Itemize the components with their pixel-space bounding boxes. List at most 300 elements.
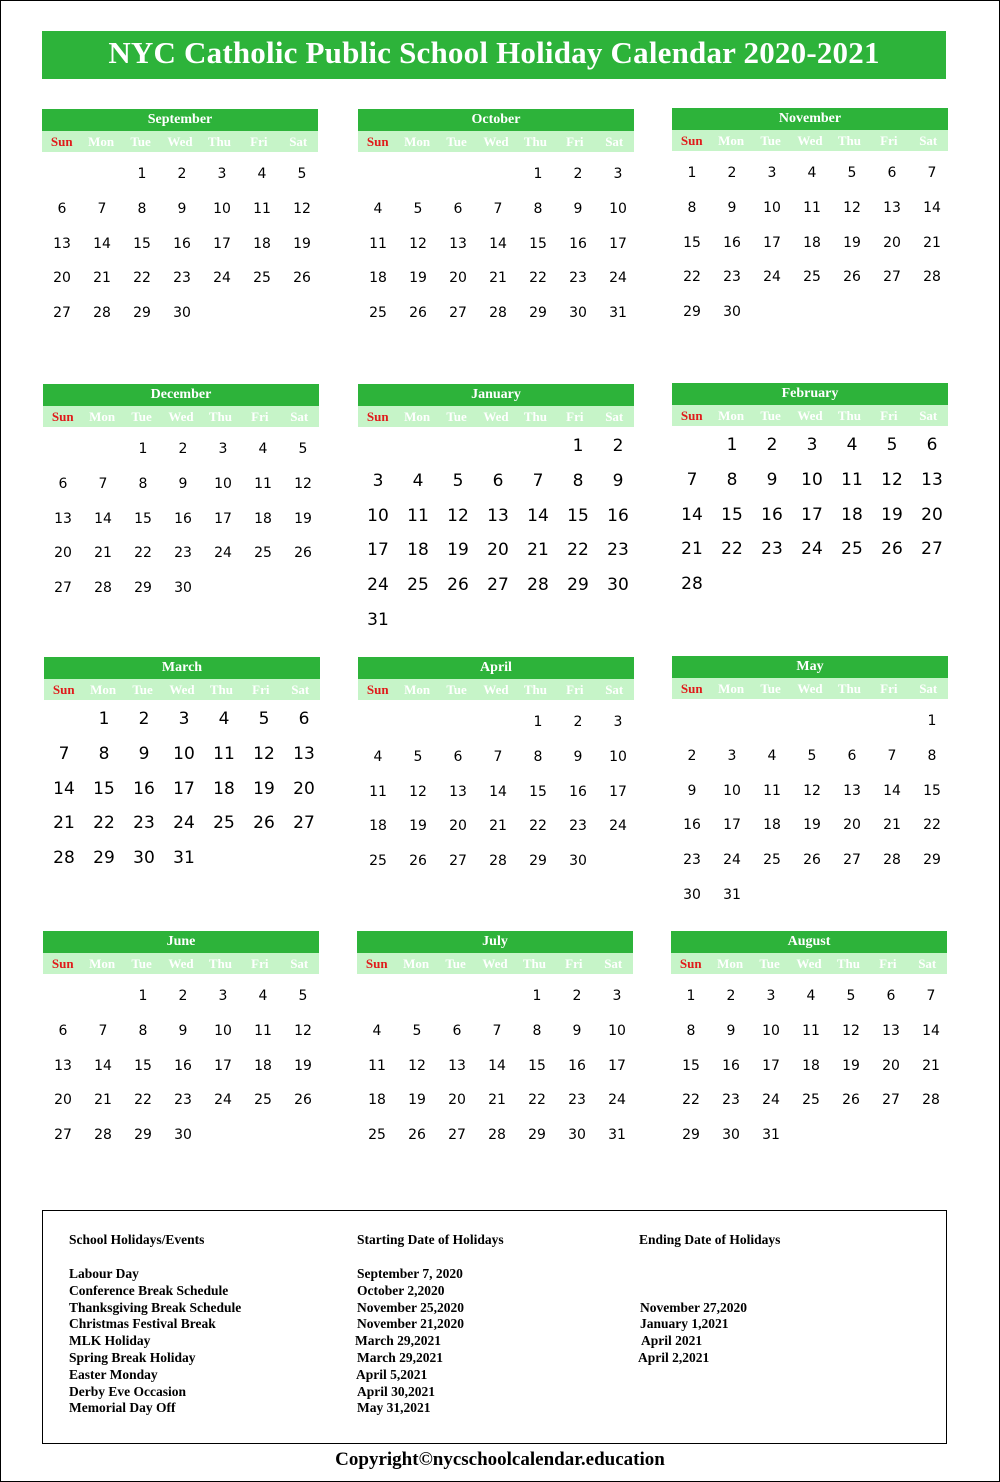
holiday-end-date: November 27,2020: [640, 1300, 747, 1315]
day-cell: 3: [727, 747, 737, 764]
day-cell: 17: [762, 1057, 780, 1074]
weekday-header-row: [672, 130, 948, 151]
day-cell: 24: [609, 818, 627, 835]
day-cell: 15: [133, 235, 151, 252]
day-cell: 26: [881, 539, 903, 560]
weekday-label: Sun: [680, 408, 703, 423]
month-november: [672, 108, 948, 330]
day-cell: 5: [886, 435, 898, 455]
day-cell: 11: [802, 1022, 820, 1039]
day-cell: 1: [686, 988, 696, 1004]
holiday-name: Thanksgiving Break Schedule: [69, 1300, 242, 1315]
day-cell: 25: [841, 539, 863, 560]
day-cell: 12: [881, 469, 903, 490]
day-cell: 4: [412, 470, 424, 491]
day-cell: 26: [843, 269, 861, 286]
holiday-start-date: May 31,2021: [357, 1400, 431, 1415]
day-cell: 24: [609, 270, 627, 287]
day-cell: 31: [609, 305, 627, 322]
day-cell: 30: [683, 886, 701, 903]
day-cell: 18: [254, 1057, 272, 1074]
day-cell: 19: [408, 1092, 426, 1109]
day-cell: 27: [54, 1127, 72, 1144]
day-cell: 26: [408, 1127, 426, 1144]
day-cell: 23: [568, 1092, 586, 1109]
weekday-label: Tue: [445, 956, 466, 971]
day-cell: 7: [493, 748, 503, 765]
day-grid: [672, 426, 948, 602]
day-cell: 28: [53, 848, 75, 869]
empty-cell: [44, 702, 84, 737]
title-banner: [42, 31, 946, 79]
weekday-label: Sat: [919, 408, 938, 423]
weekday-label: Sun: [365, 956, 388, 971]
day-cell: 22: [134, 545, 152, 562]
day-cell: 17: [367, 540, 389, 561]
day-cell: 19: [803, 817, 821, 834]
empty-cell: [398, 157, 438, 192]
day-cell: 19: [253, 778, 275, 799]
day-cell: 19: [294, 510, 312, 527]
day-cell: 14: [489, 783, 507, 800]
day-grid: [672, 151, 948, 330]
weekday-label: Sun: [51, 956, 74, 971]
day-cell: 4: [806, 988, 816, 1004]
day-grid: [357, 974, 633, 1153]
holiday-start-date: April 5,2021: [356, 1367, 428, 1382]
empty-cell: [438, 429, 478, 464]
month-title: May: [672, 656, 948, 678]
day-cell: 4: [218, 709, 230, 729]
day-cell: 12: [843, 199, 861, 216]
day-cell: 27: [53, 305, 71, 322]
day-cell: 31: [173, 848, 195, 869]
weekday-label: Mon: [403, 956, 430, 971]
day-cell: 6: [492, 470, 504, 491]
weekday-label: Sun: [679, 956, 702, 971]
weekday-label: Thu: [836, 956, 860, 971]
day-cell: 27: [449, 853, 467, 870]
day-cell: 13: [293, 743, 315, 764]
day-cell: 3: [767, 165, 777, 181]
weekday-label: Sun: [680, 133, 703, 148]
day-cell: 21: [923, 234, 941, 251]
day-cell: 12: [409, 235, 427, 252]
day-cell: 28: [527, 575, 549, 596]
day-cell: 23: [761, 539, 783, 560]
month-september: [42, 109, 318, 331]
weekday-label: Thu: [523, 682, 547, 697]
day-cell: 30: [174, 580, 192, 597]
day-cell: 3: [613, 166, 623, 182]
day-cell: 23: [683, 852, 701, 869]
weekday-header-row: [44, 679, 320, 700]
day-cell: 18: [368, 1092, 386, 1109]
day-cell: 2: [573, 714, 583, 730]
day-cell: 8: [532, 1022, 542, 1039]
day-cell: 15: [134, 510, 152, 527]
day-cell: 3: [766, 988, 776, 1004]
day-cell: 16: [568, 1057, 586, 1074]
holiday-name: MLK Holiday: [69, 1333, 151, 1348]
day-cell: 10: [763, 199, 781, 216]
day-cell: 11: [803, 199, 821, 216]
month-title: March: [44, 657, 320, 679]
day-cell: 5: [412, 1022, 422, 1039]
day-cell: 23: [173, 270, 191, 287]
weekday-label: Mon: [718, 681, 745, 696]
month-title: October: [358, 109, 634, 131]
day-cell: 20: [54, 1092, 72, 1109]
day-cell: 18: [369, 270, 387, 287]
empty-cell: [792, 704, 832, 739]
day-cell: 19: [293, 235, 311, 252]
day-cell: 10: [609, 748, 627, 765]
empty-cell: [43, 979, 83, 1014]
day-cell: 7: [98, 475, 108, 492]
day-cell: 10: [762, 1022, 780, 1039]
holiday-name: Christmas Festival Break: [69, 1316, 216, 1331]
empty-cell: [752, 704, 792, 739]
day-cell: 5: [846, 988, 856, 1004]
day-grid: [44, 700, 320, 876]
holiday-start-date: September 7, 2020: [357, 1266, 463, 1281]
weekday-label: Wed: [167, 134, 193, 149]
day-cell: 27: [293, 813, 315, 834]
day-cell: 20: [921, 504, 943, 525]
empty-cell: [82, 157, 122, 192]
weekday-label: Sat: [290, 409, 309, 424]
day-cell: 5: [298, 441, 308, 457]
day-cell: 8: [686, 1022, 696, 1039]
day-cell: 26: [293, 270, 311, 287]
weekday-label: Thu: [523, 134, 547, 149]
day-cell: 13: [448, 1057, 466, 1074]
day-cell: 18: [213, 778, 235, 799]
empty-cell: [83, 979, 123, 1014]
day-cell: 27: [882, 1092, 900, 1109]
day-cell: 23: [174, 1092, 192, 1109]
day-cell: 1: [137, 166, 147, 182]
weekday-label: Fri: [880, 133, 898, 148]
day-cell: 17: [173, 778, 195, 799]
day-cell: 3: [178, 709, 190, 729]
day-cell: 25: [254, 545, 272, 562]
day-cell: 16: [761, 504, 783, 525]
month-august: [671, 931, 947, 1153]
day-cell: 7: [98, 1022, 108, 1039]
day-cell: 2: [572, 988, 582, 1004]
day-grid: [43, 427, 319, 606]
day-cell: 6: [847, 747, 857, 764]
weekday-label: Fri: [879, 956, 897, 971]
day-cell: 29: [528, 1127, 546, 1144]
weekday-label: Tue: [760, 408, 781, 423]
day-cell: 25: [254, 1092, 272, 1109]
events-header: School Holidays/Events: [69, 1232, 205, 1247]
day-cell: 2: [727, 165, 737, 181]
weekday-label: Mon: [718, 408, 745, 423]
day-cell: 24: [762, 1092, 780, 1109]
day-cell: 17: [609, 783, 627, 800]
day-cell: 9: [726, 1022, 736, 1039]
empty-cell: [438, 157, 478, 192]
day-cell: 9: [178, 1022, 188, 1039]
empty-cell: [872, 704, 912, 739]
day-cell: 11: [254, 475, 272, 492]
weekday-label: Tue: [760, 133, 781, 148]
day-cell: 5: [297, 166, 307, 182]
day-cell: 22: [529, 818, 547, 835]
day-cell: 13: [487, 505, 509, 526]
holiday-name: Easter Monday: [69, 1367, 158, 1382]
day-cell: 6: [58, 1022, 68, 1039]
day-cell: 25: [253, 270, 271, 287]
day-cell: 17: [214, 510, 232, 527]
day-cell: 17: [723, 817, 741, 834]
day-cell: 28: [94, 580, 112, 597]
holiday-start-date: March 29,2021: [357, 1350, 443, 1365]
weekday-label: Thu: [207, 134, 231, 149]
day-cell: 15: [529, 235, 547, 252]
day-cell: 2: [178, 988, 188, 1004]
weekday-header-row: [672, 405, 948, 426]
day-cell: 21: [93, 270, 111, 287]
day-cell: 1: [572, 436, 584, 456]
empty-cell: [518, 429, 558, 464]
day-cell: 5: [413, 748, 423, 765]
day-cell: 2: [177, 166, 187, 182]
weekday-label: Sun: [366, 134, 389, 149]
day-cell: 14: [527, 505, 549, 526]
day-cell: 11: [369, 783, 387, 800]
weekday-label: Fri: [251, 956, 269, 971]
weekday-label: Fri: [252, 682, 270, 697]
weekday-label: Tue: [130, 134, 151, 149]
day-cell: 29: [529, 853, 547, 870]
holiday-name: Labour Day: [69, 1266, 139, 1281]
day-cell: 20: [448, 1092, 466, 1109]
day-cell: 3: [806, 435, 818, 455]
holiday-start-date: April 30,2021: [357, 1384, 436, 1399]
day-cell: 14: [53, 778, 75, 799]
day-cell: 14: [94, 1057, 112, 1074]
day-cell: 23: [133, 813, 155, 834]
empty-cell: [357, 979, 397, 1014]
day-cell: 13: [53, 235, 71, 252]
day-cell: 19: [842, 1057, 860, 1074]
weekday-label: Sun: [52, 682, 75, 697]
day-cell: 29: [682, 1127, 700, 1144]
weekday-label: Wed: [796, 956, 822, 971]
day-cell: 26: [253, 813, 275, 834]
day-cell: 17: [214, 1057, 232, 1074]
day-cell: 27: [449, 305, 467, 322]
day-cell: 28: [681, 574, 703, 595]
day-cell: 11: [253, 200, 271, 217]
day-cell: 30: [133, 848, 155, 869]
day-cell: 4: [373, 200, 383, 217]
day-cell: 14: [922, 1022, 940, 1039]
weekday-header-row: [42, 131, 318, 152]
day-cell: 1: [726, 435, 738, 455]
empty-cell: [478, 157, 518, 192]
empty-cell: [437, 979, 477, 1014]
day-cell: 22: [134, 1092, 152, 1109]
day-cell: 21: [527, 540, 549, 561]
month-october: [358, 109, 634, 331]
day-cell: 12: [842, 1022, 860, 1039]
day-cell: 28: [923, 269, 941, 286]
day-cell: 28: [883, 852, 901, 869]
day-cell: 27: [487, 575, 509, 596]
day-cell: 2: [687, 747, 697, 764]
day-cell: 17: [763, 234, 781, 251]
day-cell: 16: [569, 235, 587, 252]
day-cell: 2: [573, 166, 583, 182]
month-february: [672, 383, 948, 602]
weekday-label: Sat: [605, 134, 624, 149]
day-cell: 5: [807, 747, 817, 764]
day-cell: 18: [763, 817, 781, 834]
holiday-name: Conference Break Schedule: [69, 1283, 229, 1298]
day-cell: 5: [258, 709, 270, 729]
month-title: September: [42, 109, 318, 131]
day-cell: 28: [922, 1092, 940, 1109]
weekday-label: Wed: [483, 682, 509, 697]
day-cell: 13: [883, 199, 901, 216]
day-cell: 4: [846, 435, 858, 455]
day-cell: 8: [137, 200, 147, 217]
month-april: [358, 657, 634, 879]
day-cell: 8: [533, 748, 543, 765]
day-cell: 20: [293, 778, 315, 799]
day-cell: 13: [54, 510, 72, 527]
day-cell: 7: [58, 743, 70, 764]
weekday-label: Wed: [169, 682, 195, 697]
day-cell: 6: [57, 200, 67, 217]
day-cell: 24: [214, 1092, 232, 1109]
day-cell: 24: [214, 545, 232, 562]
day-cell: 21: [488, 1092, 506, 1109]
day-cell: 10: [367, 505, 389, 526]
weekday-header-row: [358, 406, 634, 427]
day-cell: 7: [926, 988, 936, 1004]
weekday-label: Thu: [837, 681, 861, 696]
day-cell: 19: [447, 540, 469, 561]
day-cell: 4: [258, 441, 268, 457]
month-title: June: [43, 931, 319, 953]
day-cell: 21: [883, 817, 901, 834]
day-cell: 9: [687, 782, 697, 799]
weekday-header-row: [358, 679, 634, 700]
day-cell: 29: [93, 848, 115, 869]
day-cell: 14: [488, 1057, 506, 1074]
day-cell: 12: [253, 743, 275, 764]
weekday-label: Sat: [605, 409, 624, 424]
day-cell: 22: [529, 270, 547, 287]
day-cell: 1: [533, 714, 543, 730]
weekday-label: Wed: [168, 956, 194, 971]
day-cell: 11: [407, 505, 429, 526]
day-cell: 26: [409, 853, 427, 870]
weekday-label: Mon: [89, 956, 116, 971]
month-december: [43, 384, 319, 606]
weekday-label: Fri: [251, 409, 269, 424]
day-cell: 12: [293, 200, 311, 217]
day-cell: 11: [763, 782, 781, 799]
day-cell: 29: [923, 852, 941, 869]
day-cell: 26: [294, 1092, 312, 1109]
day-cell: 30: [607, 575, 629, 596]
day-cell: 6: [298, 709, 310, 729]
holiday-start-date: March 29,2021: [355, 1333, 441, 1348]
day-cell: 10: [214, 1022, 232, 1039]
weekday-label: Wed: [797, 133, 823, 148]
day-cell: 30: [173, 305, 191, 322]
month-title: January: [358, 384, 634, 406]
day-grid: [358, 427, 634, 638]
day-cell: 5: [298, 988, 308, 1004]
day-cell: 29: [134, 1127, 152, 1144]
day-cell: 1: [533, 166, 543, 182]
weekday-label: Fri: [250, 134, 268, 149]
day-cell: 20: [882, 1057, 900, 1074]
day-cell: 9: [612, 470, 624, 491]
day-cell: 30: [569, 305, 587, 322]
day-cell: 10: [173, 743, 195, 764]
day-cell: 25: [763, 852, 781, 869]
day-cell: 7: [927, 165, 937, 181]
day-cell: 23: [722, 1092, 740, 1109]
day-cell: 19: [881, 504, 903, 525]
day-cell: 15: [134, 1057, 152, 1074]
weekday-label: Thu: [837, 133, 861, 148]
day-cell: 22: [721, 539, 743, 560]
day-cell: 14: [883, 782, 901, 799]
day-cell: 4: [373, 748, 383, 765]
day-cell: 28: [94, 1127, 112, 1144]
day-cell: 22: [683, 269, 701, 286]
weekday-header-row: [672, 678, 948, 699]
weekday-label: Sat: [918, 956, 937, 971]
empty-cell: [672, 428, 712, 463]
day-cell: 19: [409, 818, 427, 835]
day-cell: 3: [612, 988, 622, 1004]
weekday-label: Fri: [880, 408, 898, 423]
day-cell: 10: [723, 782, 741, 799]
day-cell: 15: [528, 1057, 546, 1074]
weekday-label: Sat: [290, 956, 309, 971]
day-cell: 8: [98, 743, 110, 764]
weekday-label: Wed: [482, 956, 508, 971]
day-cell: 7: [686, 469, 698, 490]
day-cell: 8: [138, 1022, 148, 1039]
weekday-label: Thu: [208, 956, 232, 971]
weekday-label: Thu: [209, 682, 233, 697]
holiday-table: [42, 1210, 947, 1444]
day-cell: 25: [368, 1127, 386, 1144]
day-cell: 6: [58, 475, 68, 492]
month-july: [357, 931, 633, 1153]
day-cell: 3: [372, 470, 384, 491]
day-cell: 16: [722, 1057, 740, 1074]
day-cell: 21: [681, 539, 703, 560]
weekday-label: Wed: [483, 409, 509, 424]
empty-cell: [42, 157, 82, 192]
day-cell: 11: [841, 469, 863, 490]
day-cell: 31: [723, 886, 741, 903]
